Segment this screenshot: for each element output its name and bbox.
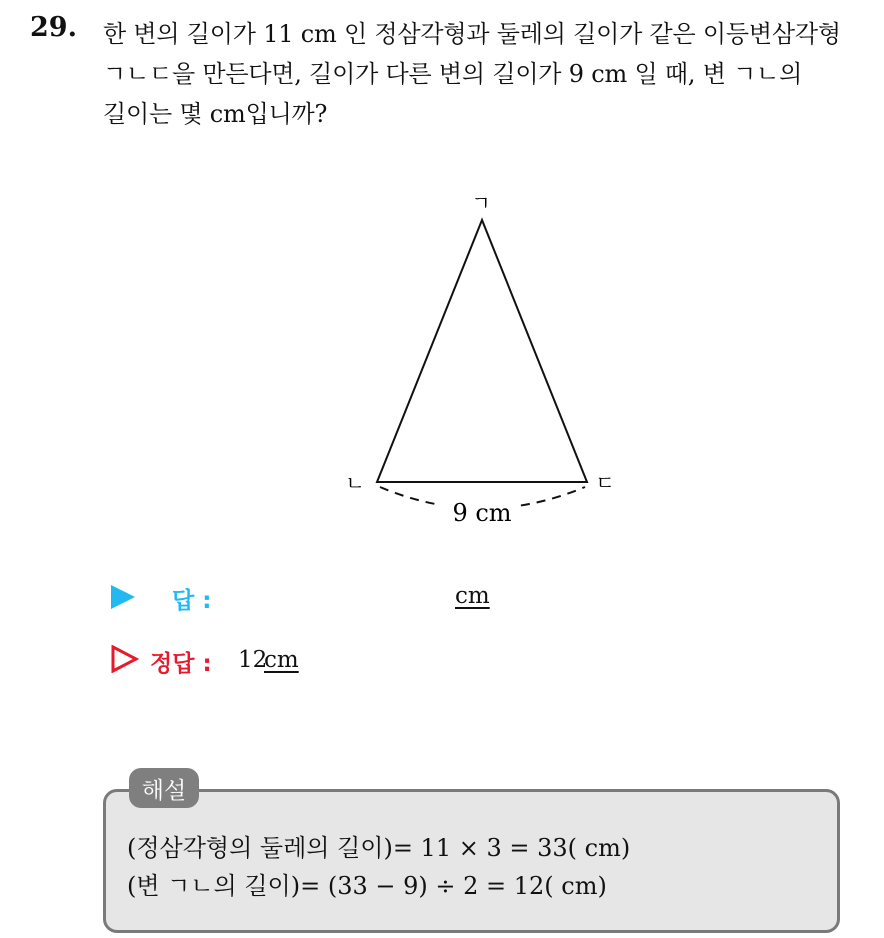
correct-unit: cm <box>264 647 299 673</box>
isosceles-triangle <box>377 220 587 482</box>
vertex-label-right: ㄷ <box>595 471 615 495</box>
correct-value: 12 <box>238 647 268 673</box>
question-number: 29. <box>30 12 77 43</box>
correct-label: 정답 : <box>150 651 212 677</box>
vertex-label-top: ㄱ <box>471 191 491 215</box>
solution-tag: 해설 <box>129 768 199 808</box>
question-line-2: ㄱㄴㄷ을 만든다면, 길이가 다른 변의 길이가 9 cm 일 때, 변 ㄱㄴ의 <box>103 60 803 88</box>
answer-label: 답 : <box>172 588 212 614</box>
base-length-label: 9 cm <box>452 499 512 527</box>
correct-marker-icon <box>111 645 139 673</box>
answer-unit: cm <box>455 583 490 609</box>
vertex-label-left: ㄴ <box>345 471 365 495</box>
solution-line-1: (정삼각형의 둘레의 길이)= 11 × 3 = 33( cm) <box>127 834 631 862</box>
answer-marker-icon <box>111 585 137 609</box>
solution-line-2: (변 ㄱㄴ의 길이)= (33 − 9) ÷ 2 = 12( cm) <box>127 872 607 900</box>
question-line-3: 길이는 몇 cm입니까? <box>103 100 328 128</box>
question-line-1: 한 변의 길이가 11 cm 인 정삼각형과 둘레의 길이가 같은 이등변삼각형 <box>103 20 841 48</box>
